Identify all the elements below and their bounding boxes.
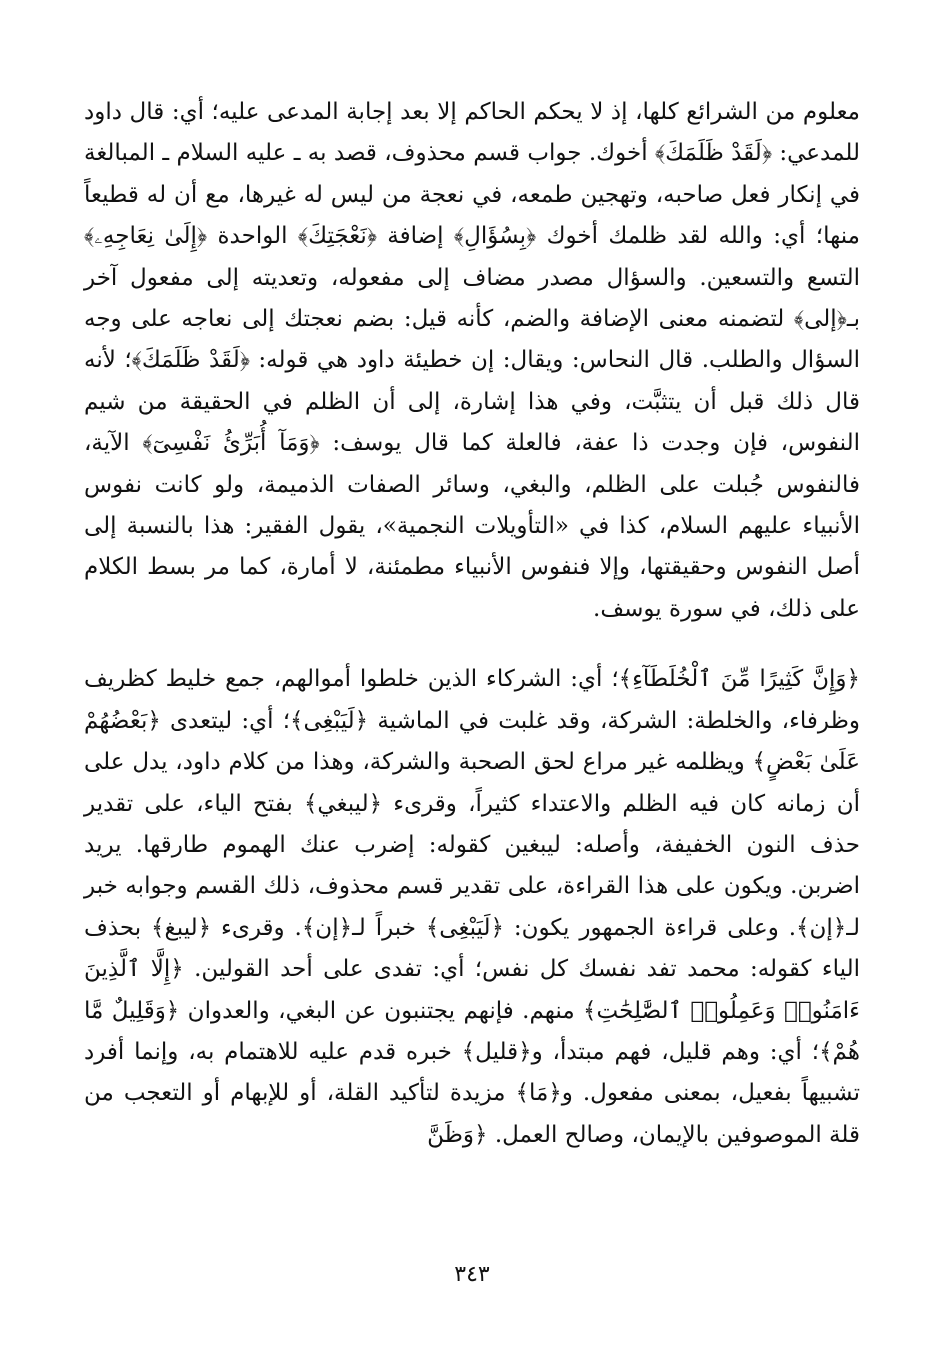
paragraph-1: معلوم من الشرائع كلها، إذ لا يحكم الحاكم إلا بعد إجابة المدعى عليه؛ أي: قال داود للمدعي: ﴿لَقَدْ ظَلَمَكَ﴾ أخوك. جواب قسم محذوف، قصد به ـ عليه السلام ـ المبالغة في إنكار فعل صاحبه، وتهجين طمعه، في نعجة من ليس له غيرها، مع أن له قطيعاً منها؛ أي: والله لقد ظلمك أخوك ﴿بِسُؤَالِ﴾ إضافة ﴿نَعْجَتِكَ﴾ الواحدة ﴿إِلَىٰ نِعَاجِهِۦ﴾ التسع والتسعين. والسؤال مصدر مضاف إلى مفعوله، وتعديته إلى مفعول آخر بـ﴿إلى﴾ لتضمنه معنى الإضافة والضم، كأنه قيل: بضم نعجتك إلى نعاجه على وجه السؤال والطلب. قال النحاس: ويقال: إن خطيئة داود هي قوله: ﴿لَقَدْ ظَلَمَكَ﴾؛ لأنه قال ذلك قبل أن يتثبَّت، وفي هذا إشارة، إلى أن الظلم في الحقيقة من شيم النفوس، فإن وجدت ذا عفة، فالعلة كما قال يوسف: ﴿وَمَآ أُبَرِّئُ نَفْسِىٓ﴾ الآية، فالنفوس جُبلت على الظلم، والبغي، وسائر الصفات الذميمة، ولو كانت نفوس الأنبياء عليهم السلام، كذا في «التأويلات النجمية»، يقول الفقير: هذا بالنسبة إلى أصل النفوس وحقيقتها، وإلا فنفوس الأنبياء مطمئنة، لا أمارة، كما مر بسط الكلام على ذلك، في سورة يوسف.: [84, 99, 860, 622]
page-body: [84, 92, 860, 1364]
page-number: ٣٤٣: [454, 1262, 490, 1287]
paragraph-2: ﴿وَإِنَّ كَثِيرًا مِّنَ ٱلْخُلَطَآءِ﴾؛ أي: الشركاء الذين خلطوا أموالهم، جمع خليط كظريف وظرفاء، والخلطة: الشركة، وقد غلبت في الماشية ﴿لَيَبْغِى﴾؛ أي: ليتعدى ﴿بَعْضُهُمْ عَلَىٰ بَعْضٍ﴾ ويظلمه غير مراع لحق الصحبة والشركة، وهذا من كلام داود، يدل على أن زمانه كان فيه الظلم والاعتداء كثيراً، وقرىء ﴿ليبغي﴾ بفتح الياء، على تقدير حذف النون الخفيفة، وأصله: ليبغين كقوله: إضرب عنك الهموم طارقها. يريد اضربن. ويكون على هذا القراءة، على تقدير قسم محذوف، ذلك القسم وجوابه خبر لـ﴿إن﴾. وعلى قراءة الجمهور يكون: ﴿لَيَبْغِى﴾ خبراً لـ﴿إن﴾. وقرىء ﴿ليبغ﴾ بحذف الياء كقوله: محمد تفد نفسك كل نفس؛ أي: تفدى على أحد القولين. ﴿إِلَّا ٱلَّذِينَ ءَامَنُوا۟ وَعَمِلُوا۟ ٱلصَّٰلِحَٰتِ﴾ منهم. فإنهم يجتنبون عن البغي، والعدوان ﴿وَقَلِيلٌ مَّا هُمْ﴾؛ أي: وهم قليل، فهم مبتدأ، و﴿قليل﴾ خبره قدم عليه للاهتمام به، وإنما أفرد تشبيهاً بفعيل، بمعنى مفعول. و﴿مَا﴾ مزيدة لتأكيد القلة، أو للإبهام أو التعجب من قلة الموصوفين بالإيمان، وصالح العمل. ﴿وَظَنَّ: [84, 666, 860, 1148]
